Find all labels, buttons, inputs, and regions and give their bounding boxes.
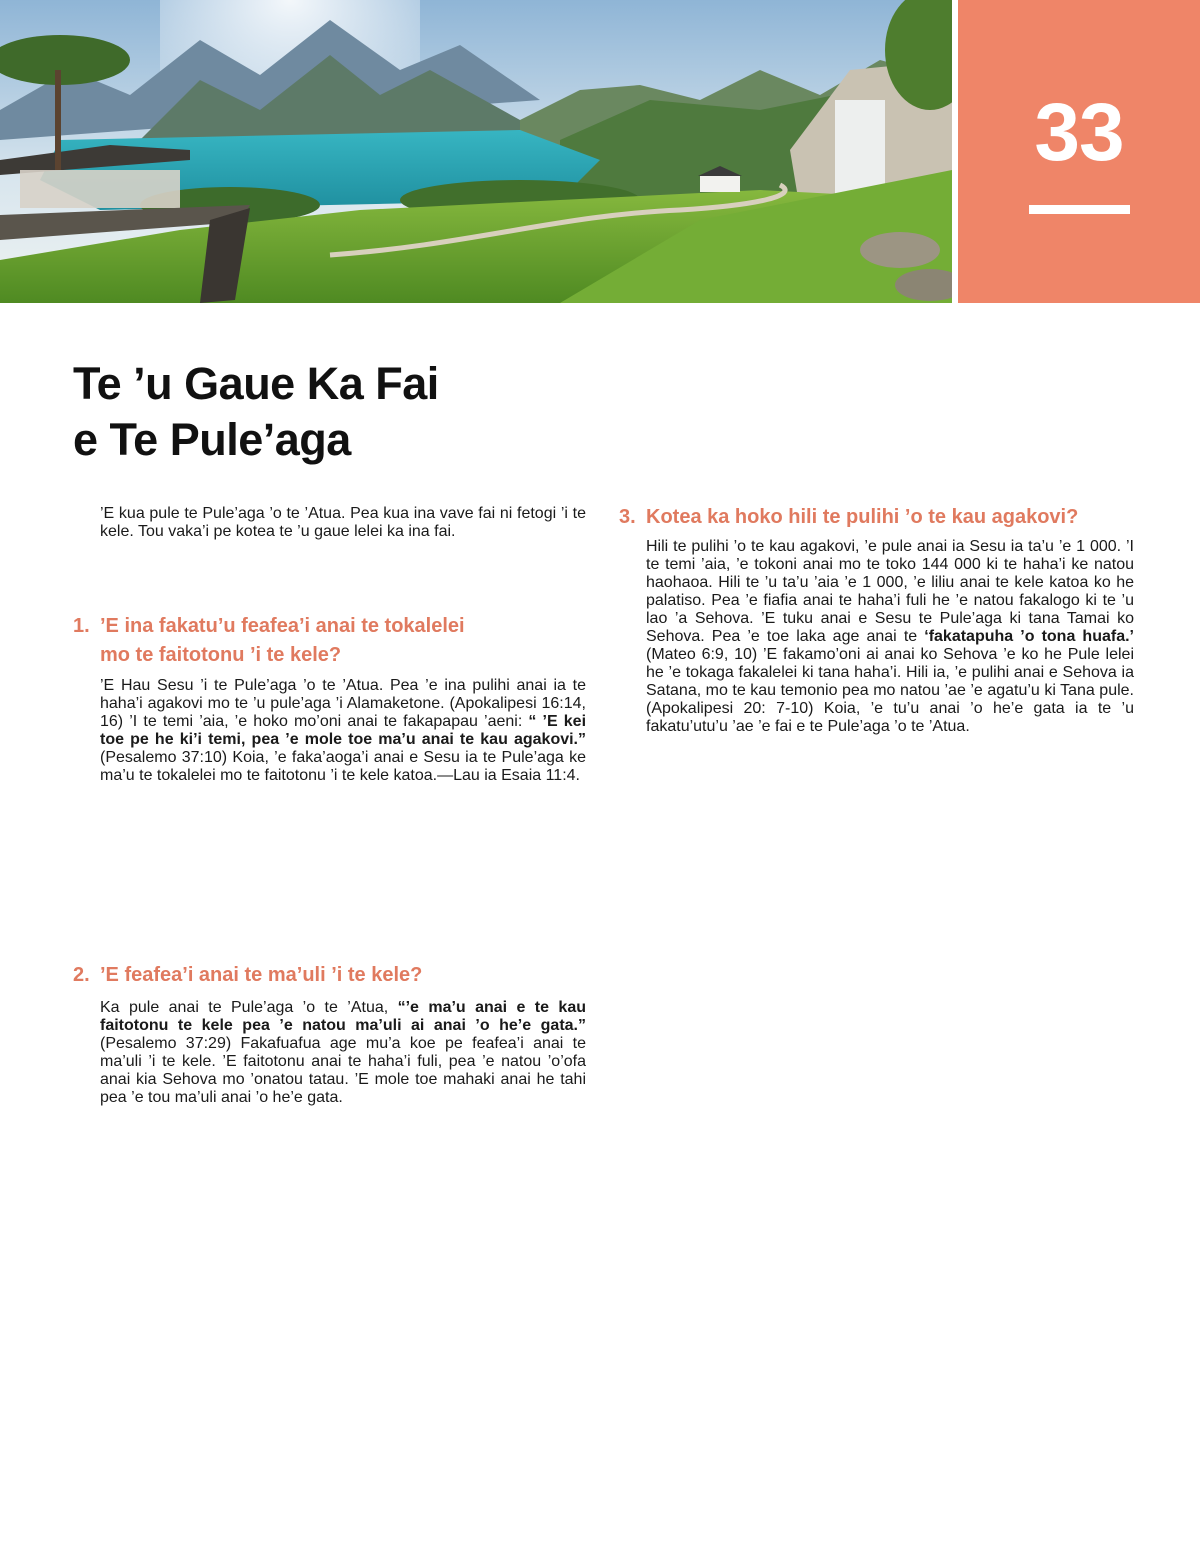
question-number: 3.	[619, 506, 636, 528]
answer-3-paragraph	[646, 538, 1134, 736]
scripture-quote: “’e ma’u anai e te kau faitotonu te kele pea ’e natou ma’uli ai anai ’o he’e gata.”	[100, 999, 587, 1034]
scripture-quote: “ ’E kei toe pe he ki’i temi, pea ’e mole toe ma’u anai te kau agakovi.”	[100, 713, 587, 748]
answer-text: Ka pule anai te Pule’aga ’o te ’Atua,	[100, 999, 398, 1016]
page-title-line-1: Te ’u Gaue Ka Fai	[73, 358, 439, 409]
answer-2-paragraph	[100, 999, 586, 1107]
question-1-heading	[73, 612, 593, 670]
answer-text: (Pesalemo 37:29) Fakafuafua age mu’a koe pe feafea’i anai te ma’uli ’i te kele. ’E faitotonu anai te haha’i fuli, pea ’e natou ’o’ofa anai kia Sehova mo ’onatou tatau. ’E mole toe mahaki anai he tahi pea ’e tou ma’uli anai ’o he’e gata.	[100, 1035, 586, 1106]
hero-image	[0, 0, 952, 303]
answer-text: ’E Hau Sesu ’i te Pule’aga ’o te ’Atua. Pea ’e ina pulihi anai ia te haha’i agakovi mo te ’u pule’aga ’i Alamaketone. (Apokalipesi 16:14, 16) ’I te temi ’aia, ’e hoko mo’oni anai te fakapapau ’aeni:	[100, 677, 586, 730]
answer-text: (Pesalemo 37:10) Koia, ’e faka’aoga’i anai e Sesu ia te Pule’aga ke ma’u te tokalelei mo te faitotonu ’i te kele katoa.—Lau ia Esaia 11:4.	[100, 749, 586, 784]
question-text-line-2: mo te faitotonu ’i te kele?	[100, 644, 342, 666]
scripture-quote: ‘fakatapuha ’o tona huafa.’	[924, 628, 1134, 645]
answer-1-paragraph	[100, 677, 586, 785]
lesson-number-box	[958, 0, 1200, 303]
question-text-line-1: ’E feafea’i anai te ma’uli ’i te kele?	[100, 964, 423, 986]
paradise-landscape-illustration	[0, 0, 952, 303]
question-2-heading	[73, 961, 593, 990]
question-3-heading	[619, 503, 1159, 532]
page-title	[73, 356, 439, 468]
page-title-line-2: e Te Pule’aga	[73, 414, 351, 465]
question-number: 1.	[73, 615, 90, 637]
answer-text: Hili te pulihi ’o te kau agakovi, ’e pule anai ia Sesu ia ta’u ’e 1 000. ’I te temi ’aia, ’e tokoni anai mo te toko 144 000 ki te haha’i ke natou haohaoa. Hili te ’u ta’u ’aia ’e 1 000, ’e liliu anai te kele katoa ko he palatiso. Pea ’e fiafia anai te haha’i fuli he ’e natou fakalogo ki te ’u lao ’a Sehova. ’E tuku anai e Sesu te Pule’aga ki tana Tamai ko Sehova. Pea ’e toe laka age anai te	[646, 538, 1134, 645]
intro-paragraph: ’E kua pule te Pule’aga ’o te ’Atua. Pea kua ina vave fai ni fetogi ’i te kele. Tou vaka’i pe kotea te ’u gaue lelei ka ina fai.	[100, 505, 586, 540]
question-number: 2.	[73, 964, 90, 986]
answer-text: (Mateo 6:9, 10) ’E fakamo’oni ai anai ko Sehova ’e ko he Pule lelei he ’e tokaga fakalelei ki tana haha’i. Hili ia, ’e pulihi anai e Sehova ia Satana, mo te kau temonio pea mo natou ’ae ’e agatu’u ki Tana pule. (Apokalipesi 20: 7-10) Koia, ’e tu’u anai ’o he’e gata ia te ’u fakatu’utu’u ’ae ’e fai e te Pule’aga ’o te ’Atua.	[646, 646, 1134, 735]
lesson-number-underline	[1029, 205, 1130, 214]
lesson-number: 33	[1034, 87, 1124, 178]
question-text-line-1: Kotea ka hoko hili te pulihi ’o te kau agakovi?	[646, 506, 1079, 528]
question-text-line-1: ’E ina fakatu’u feafea’i anai te tokalelei	[100, 615, 465, 637]
